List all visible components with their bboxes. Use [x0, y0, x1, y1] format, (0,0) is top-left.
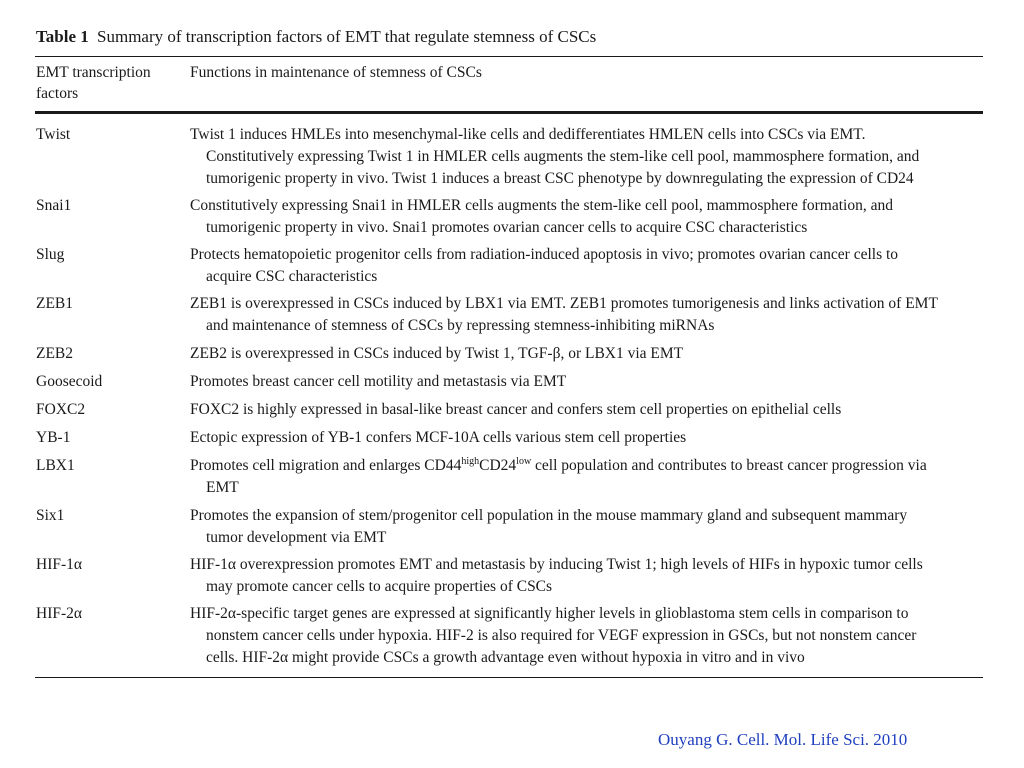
- superscript-low: low: [516, 456, 532, 467]
- table-caption-text: Summary of transcription factors of EMT that regulate stemness of CSCs: [97, 27, 597, 46]
- factor-cell: HIF-1α: [36, 556, 83, 573]
- function-line: tumor development via EMT: [206, 529, 387, 546]
- function-cell: [190, 427, 990, 449]
- function-cell: [190, 603, 990, 669]
- function-line: and maintenance of stemness of CSCs by repressing stemness-inhibiting miRNAs: [206, 317, 715, 334]
- function-cell: [190, 124, 990, 190]
- function-cell: [190, 505, 990, 549]
- function-line: Ectopic expression of YB-1 confers MCF-10A cells various stem cell properties: [190, 429, 687, 446]
- function-cell: [190, 293, 990, 337]
- function-cell: [190, 343, 990, 365]
- column-header-functions: Functions in maintenance of stemness of CSCs: [190, 64, 482, 81]
- factor-cell: Twist: [36, 126, 71, 143]
- function-cell: [190, 399, 990, 421]
- function-line: Protects hematopoietic progenitor cells from radiation-induced apoptosis in vivo; promotes ovarian cancer cells to: [190, 246, 899, 263]
- table-caption-label: Table 1: [36, 27, 89, 46]
- factor-cell: Goosecoid: [36, 373, 103, 390]
- function-line: cells. HIF-2α might provide CSCs a growth advantage even without hypoxia in vitro and in vivo: [206, 649, 805, 666]
- function-line: tumorigenic property in vivo. Snai1 promotes ovarian cancer cells to acquire CSC characteristics: [206, 219, 808, 236]
- function-line: nonstem cancer cells under hypoxia. HIF-2 is also required for VEGF expression in GSCs, but not nonstem cancer: [206, 627, 917, 644]
- function-line: HIF-2α-specific target genes are expressed at significantly higher levels in glioblastoma stem cells in comparison to: [190, 605, 909, 622]
- function-line: Promotes breast cancer cell motility and metastasis via EMT: [190, 373, 567, 390]
- table-header-rule: [35, 111, 983, 114]
- column-header-factors-line1: EMT transcription: [36, 64, 151, 81]
- factor-cell: Snai1: [36, 197, 72, 214]
- function-cell: [190, 455, 990, 499]
- function-line: ZEB1 is overexpressed in CSCs induced by LBX1 via EMT. ZEB1 promotes tumorigenesis and links activation of EMT: [190, 295, 938, 312]
- function-line: Constitutively expressing Snai1 in HMLER cells augments the stem-like cell pool, mammosphere formation, and: [190, 197, 893, 214]
- function-line: acquire CSC characteristics: [206, 268, 378, 285]
- function-line: [190, 455, 990, 477]
- factor-cell: HIF-2α: [36, 605, 83, 622]
- function-text: CD24: [479, 457, 517, 474]
- function-line: Twist 1 induces HMLEs into mesenchymal-like cells and dedifferentiates HMLEN cells into CSCs via EMT.: [190, 126, 866, 143]
- superscript-high: high: [461, 456, 480, 467]
- function-line: EMT: [206, 479, 239, 496]
- factor-cell: Slug: [36, 246, 65, 263]
- function-cell: [190, 195, 990, 239]
- function-text: Promotes cell migration and enlarges CD44: [190, 457, 462, 474]
- function-line: HIF-1α overexpression promotes EMT and metastasis by inducing Twist 1; high levels of HIFs in hypoxic tumor cells: [190, 556, 923, 573]
- function-line: tumorigenic property in vivo. Twist 1 induces a breast CSC phenotype by downregulating the expression of CD24: [206, 170, 914, 187]
- table-top-rule: [35, 56, 983, 57]
- function-line: Constitutively expressing Twist 1 in HMLER cells augments the stem-like cell pool, mammosphere formation, and: [206, 148, 920, 165]
- citation: Ouyang G. Cell. Mol. Life Sci. 2010: [658, 730, 908, 749]
- factor-cell: LBX1: [36, 457, 75, 474]
- column-header-factors: [36, 62, 176, 104]
- function-cell: [190, 554, 990, 598]
- factor-cell: ZEB1: [36, 295, 74, 312]
- table-bottom-rule: [35, 677, 983, 678]
- function-text: cell population and contributes to breast cancer progression via: [531, 457, 927, 474]
- function-line: Promotes the expansion of stem/progenitor cell population in the mouse mammary gland and subsequent mammary: [190, 507, 908, 524]
- function-cell: [190, 371, 990, 393]
- table-caption: [36, 26, 596, 48]
- function-line: may promote cancer cells to acquire properties of CSCs: [206, 578, 553, 595]
- factor-cell: ZEB2: [36, 345, 74, 362]
- function-cell: [190, 244, 990, 288]
- factor-cell: FOXC2: [36, 401, 86, 418]
- factor-cell: Six1: [36, 507, 65, 524]
- function-line: ZEB2 is overexpressed in CSCs induced by Twist 1, TGF-β, or LBX1 via EMT: [190, 345, 684, 362]
- factor-cell: YB-1: [36, 429, 71, 446]
- function-line: FOXC2 is highly expressed in basal-like breast cancer and confers stem cell properties on epithelial cells: [190, 401, 842, 418]
- column-header-factors-line2: factors: [36, 85, 79, 102]
